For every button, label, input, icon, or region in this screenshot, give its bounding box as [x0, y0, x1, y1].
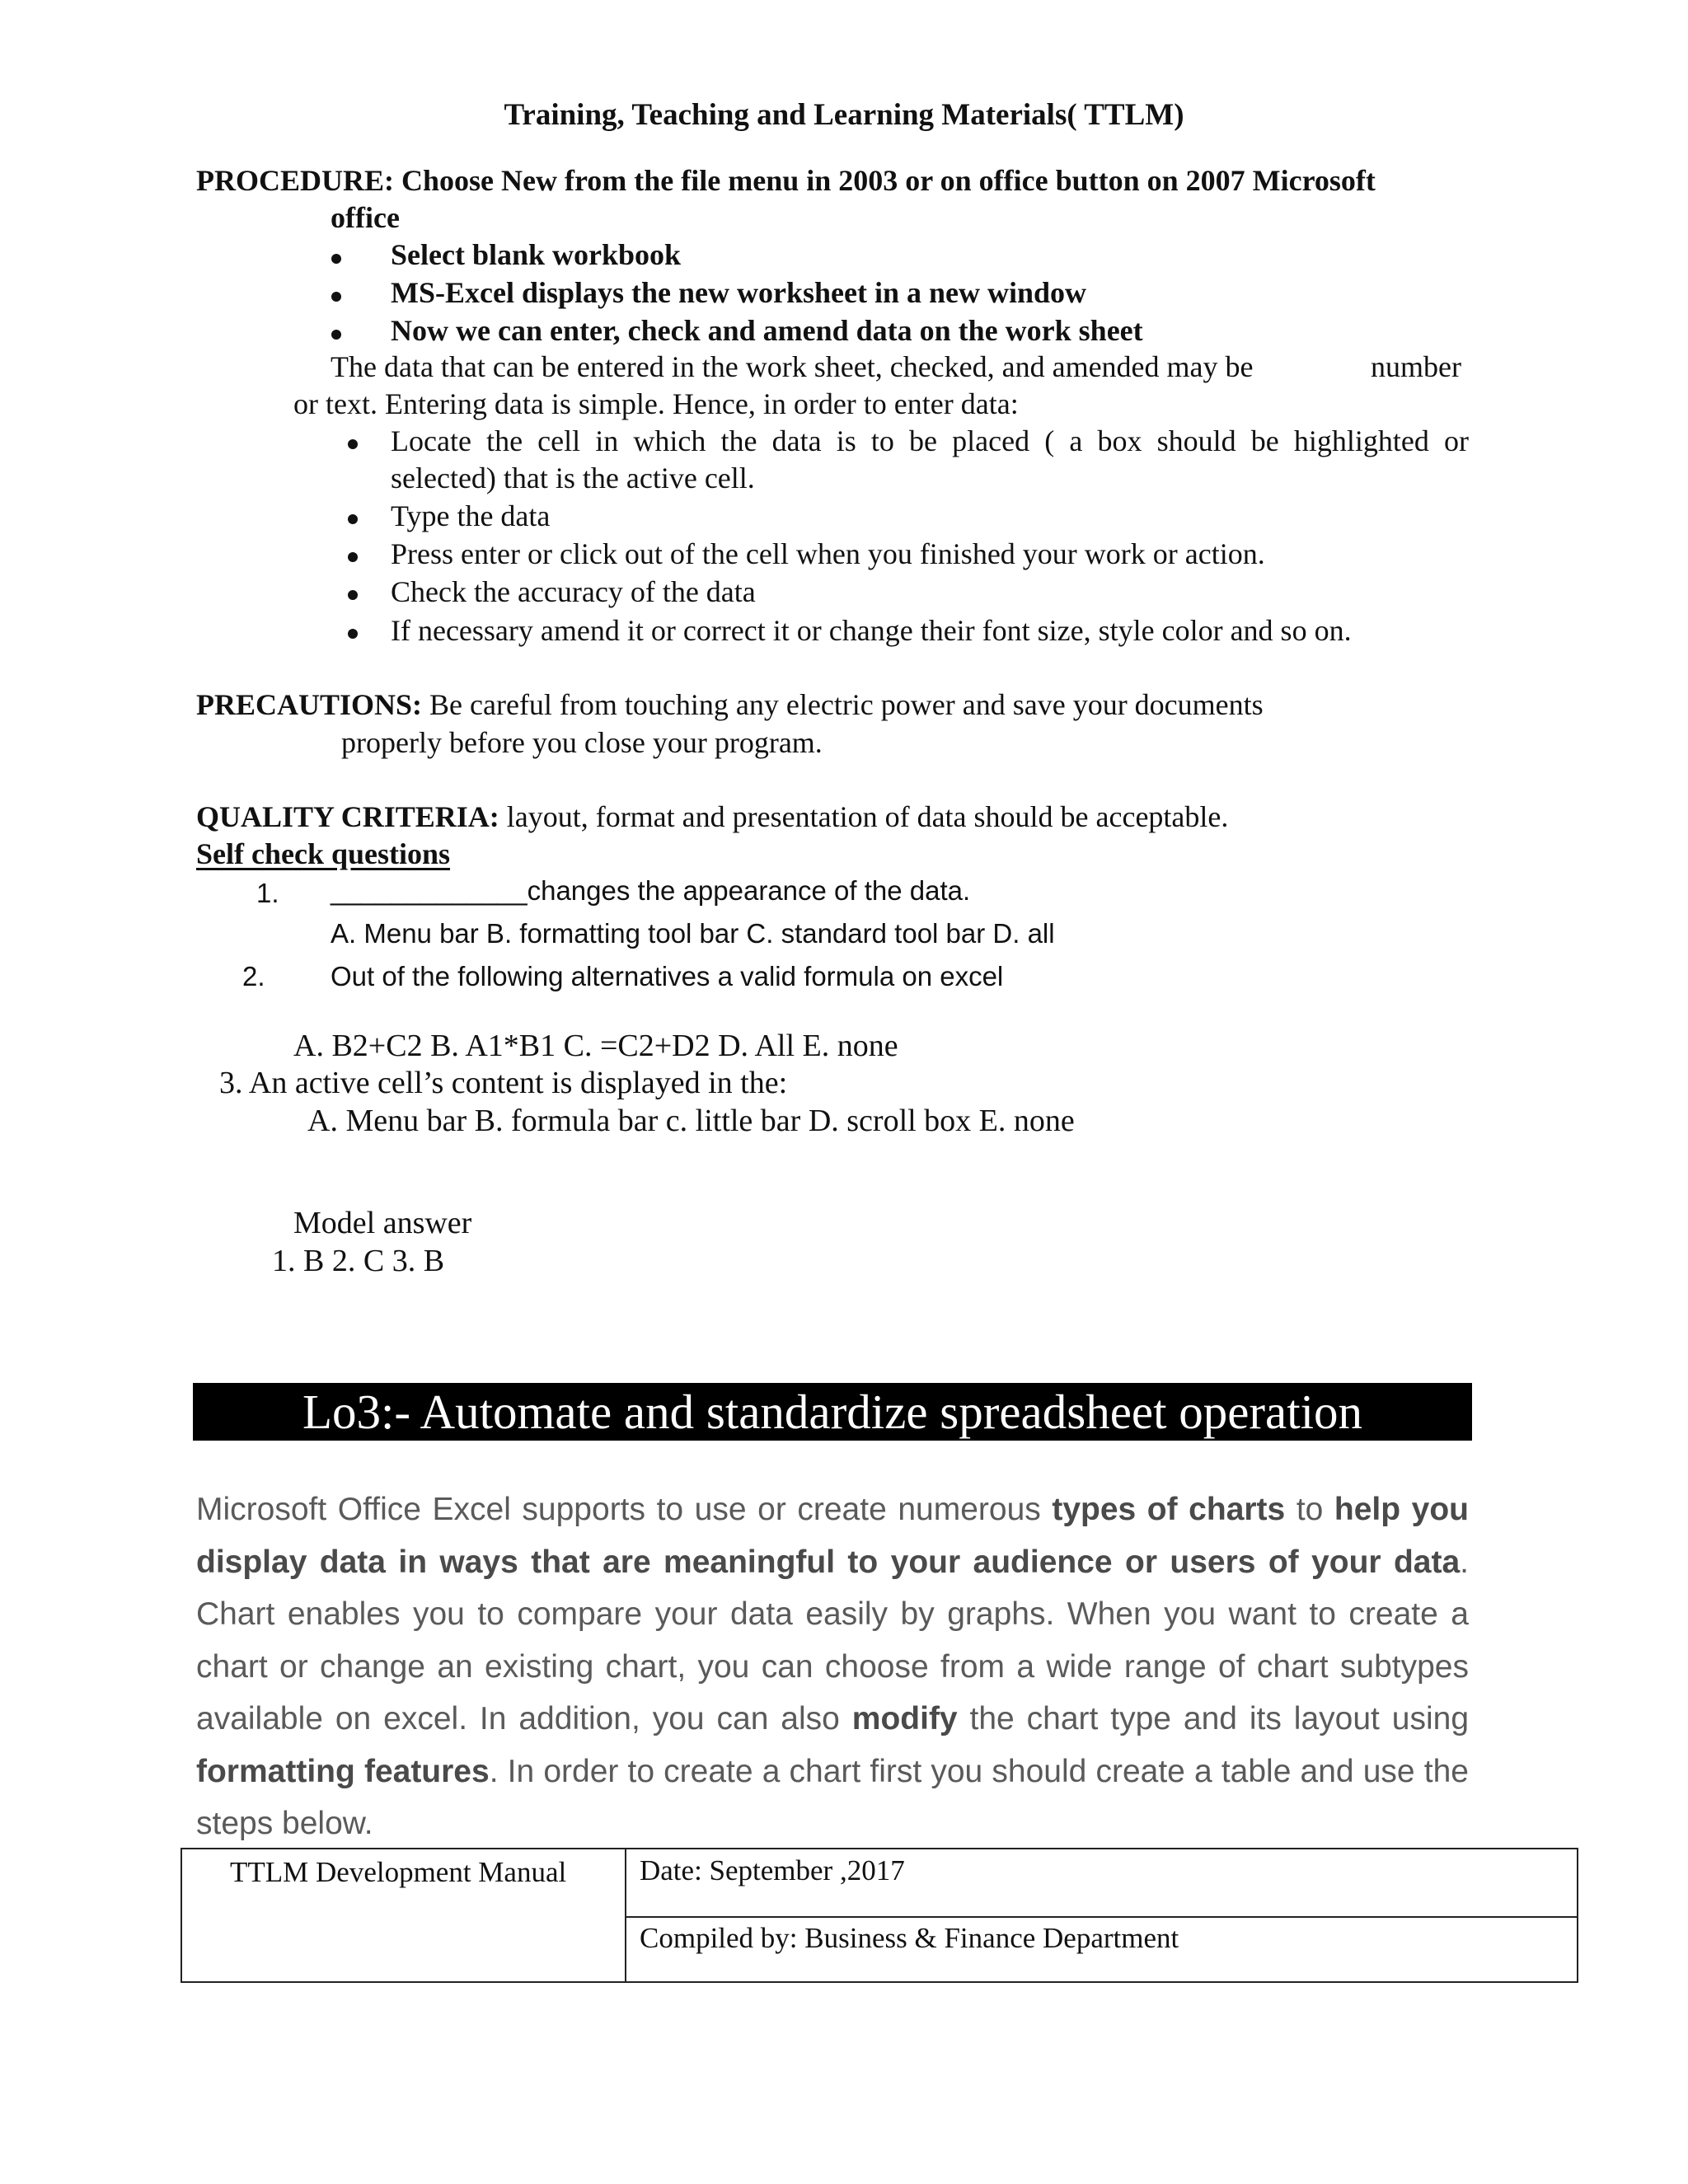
question-3-text: 3. An active cell’s content is displayed in the: [219, 1066, 788, 1100]
bullet-icon [348, 590, 358, 600]
question-1-text: changes the appearance of the data. [527, 875, 971, 906]
intro-emphasis: formatting features [196, 1753, 490, 1789]
model-answer-values: 1. B 2. C 3. B [272, 1244, 445, 1278]
footer-divider [625, 1849, 626, 1981]
footer-compiled-by: Compiled by: Business & Finance Department [640, 1922, 1179, 1954]
bullet-icon [331, 292, 341, 302]
step-item: Press enter or click out of the cell when you finished your work or action. [391, 537, 1265, 570]
model-answer-heading: Model answer [293, 1206, 472, 1240]
page-title: Training, Teaching and Learning Materials( TTLM) [504, 98, 1184, 132]
precautions-line [196, 687, 1264, 722]
question-3-options: A. Menu bar B. formula bar c. little bar D. scroll box E. none [307, 1104, 1075, 1138]
bullet-icon [348, 514, 358, 524]
procedure-line [196, 163, 1376, 198]
quality-criteria-label: QUALITY CRITERIA: [196, 800, 499, 833]
step-item: If necessary amend it or correct it or change their font size, style color and so on. [391, 614, 1352, 647]
bold-bullet-item: Now we can enter, check and amend data on the work sheet [391, 314, 1143, 347]
intro-text: Microsoft Office Excel supports to use or create numerous [196, 1492, 1053, 1527]
footer-divider [626, 1916, 1577, 1918]
question-number: 1. [256, 878, 279, 908]
bullet-icon [348, 629, 358, 639]
footer-table [181, 1848, 1578, 1983]
step-item: Type the data [391, 499, 551, 532]
intro-emphasis: modify [851, 1701, 958, 1736]
bullet-icon [348, 552, 358, 562]
bullet-icon [331, 330, 341, 340]
answer-blank: _____________ [331, 875, 528, 906]
intro-emphasis: types of charts [1052, 1492, 1286, 1527]
intro-emphasis: help you display data in ways that are meaningful to your audience or users of your data [196, 1492, 1470, 1580]
paragraph-text: number [1371, 350, 1461, 383]
intro-text: . In order to create a chart first you should create a table and use the steps below. [196, 1753, 1469, 1841]
footer-manual: TTLM Development Manual [230, 1856, 567, 1888]
precautions-text: Be careful from touching any electric power and save your documents [422, 688, 1264, 721]
bullet-icon [348, 439, 358, 449]
question-2-text: Out of the following alternatives a valid formula on excel [331, 961, 1004, 991]
question-1-options: A. Menu bar B. formatting tool bar C. standard tool bar D. all [331, 918, 1055, 949]
quality-criteria-text: layout, format and presentation of data should be acceptable. [499, 800, 1229, 833]
procedure-line-2: office [331, 201, 400, 234]
paragraph-text: or text. Entering data is simple. Hence, in order to enter data: [293, 387, 1019, 420]
intro-text: to [1285, 1492, 1334, 1527]
step-item-continued: selected) that is the active cell. [391, 462, 755, 494]
procedure-label: PROCEDURE: [196, 164, 394, 197]
intro-paragraph [196, 1483, 1469, 1850]
intro-text: . Chart enables you to compare your data easily by graphs. When you want to create a chart or change an existing chart, you can choose from a wide range of chart subtypes available on excel. In addition, you can also [196, 1544, 1469, 1736]
step-item: Check the accuracy of the data [391, 575, 756, 608]
paragraph-text: The data that can be entered in the work sheet, checked, and amended may be [331, 350, 1254, 383]
question-1 [331, 875, 970, 907]
question-2-options: A. B2+C2 B. A1*B1 C. =C2+D2 D. All E. none [293, 1029, 898, 1063]
precautions-line-2: properly before you close your program. [341, 726, 823, 759]
question-number: 2. [242, 961, 265, 991]
self-check-heading: Self check questions [196, 837, 451, 870]
lo3-banner: Lo3:- Automate and standardize spreadsheet operation [193, 1383, 1472, 1441]
bold-bullet-item: Select blank workbook [391, 238, 682, 271]
step-item: Locate the cell in which the data is to be placed ( a box should be highlighted or [391, 424, 1469, 457]
bold-bullet-item: MS-Excel displays the new worksheet in a new window [391, 276, 1087, 309]
procedure-text: Choose New from the file menu in 2003 or on office button on 2007 Microsoft [394, 164, 1376, 197]
footer-date: Date: September ,2017 [640, 1854, 905, 1886]
precautions-label: PRECAUTIONS: [196, 688, 423, 721]
bullet-icon [331, 254, 341, 264]
intro-text: the chart type and its layout using [957, 1701, 1470, 1736]
quality-criteria-line [196, 799, 1228, 834]
